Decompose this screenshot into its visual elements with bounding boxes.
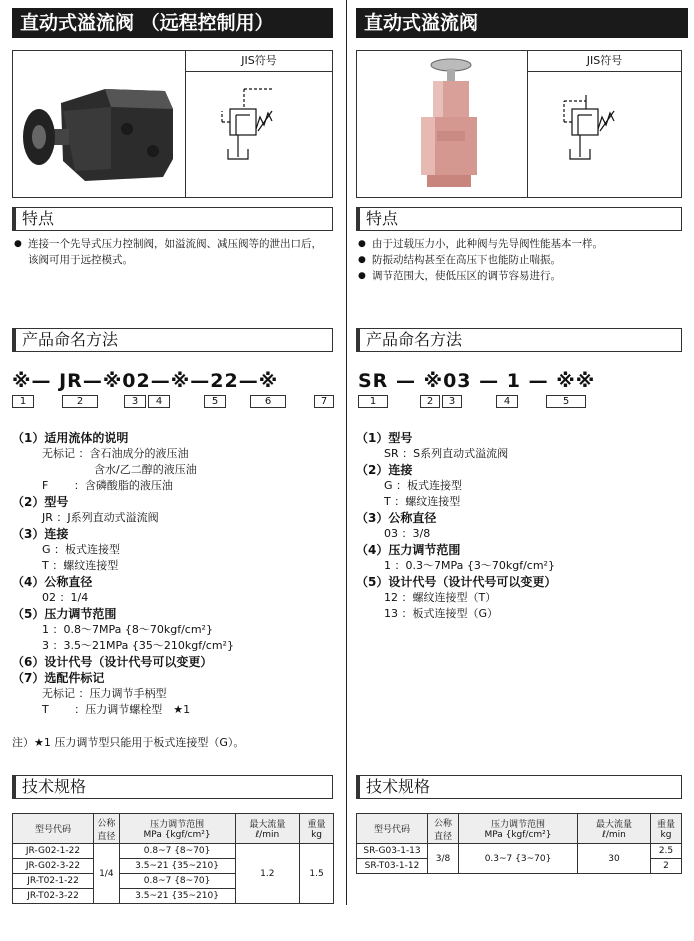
product-image-box: [356, 50, 682, 198]
table-row: JR-T02-1-22 0.8~7 {8~70}: [13, 874, 334, 889]
table-row: SR-T03-1-12 2: [357, 859, 682, 874]
legend-heading: （5）压力调节范围: [12, 607, 117, 621]
valve-photo: [357, 51, 527, 197]
relief-valve-symbol-icon: [556, 87, 646, 177]
features-heading: 特点: [356, 207, 682, 231]
table-header: 重量 kg: [651, 814, 682, 844]
jis-label: JIS符号: [186, 51, 332, 72]
jis-label: JIS符号: [528, 51, 681, 72]
valve-photo: [13, 51, 185, 197]
code-num-4: 4: [148, 395, 170, 408]
table-row: JR-T02-3-22 3.5~21 {35~210}: [13, 889, 334, 904]
legend-line: 1 ：0.8～7MPa {8～70kgf/cm²}: [42, 623, 213, 636]
naming-heading: 产品命名方法: [12, 328, 333, 352]
table-header: 公称 直径: [428, 814, 459, 844]
code-num-1: 1: [358, 395, 388, 408]
code-num-5: 5: [204, 395, 226, 408]
naming-heading: 产品命名方法: [356, 328, 682, 352]
relief-valve-symbol-icon: [214, 87, 304, 177]
legend-line: 含水/乙二醇的液压油: [94, 463, 197, 476]
product-image-box: [12, 50, 333, 198]
feature-item: ● 调节范围大，使低压区的调节容易进行。: [358, 268, 684, 284]
table-header: 型号代码: [357, 814, 428, 844]
column-divider: [346, 0, 347, 905]
spec-heading: 技术规格: [356, 775, 682, 799]
left-column: [0, 0, 345, 941]
feature-item: ● 连接一个先导式压力控制阀，如溢流阀、减压阀等的泄出口后，该阀可用于远控模式。: [14, 236, 330, 268]
page-title: 直动式溢流阀 （远程控制用）: [12, 8, 333, 38]
legend-heading: （1）型号: [356, 431, 413, 445]
features-list: [358, 236, 684, 284]
table-header: 型号代码: [13, 814, 94, 844]
footnote: 注）★1 压力调节型只能用于板式连接型（G）。: [12, 736, 245, 749]
legend-line: T ：螺纹连接型: [42, 559, 119, 572]
table-header: 最大流量 ℓ/min: [235, 814, 300, 844]
table-header: 最大流量 ℓ/min: [578, 814, 651, 844]
legend-line: 03 ：3/8: [384, 527, 431, 540]
features-heading: 特点: [12, 207, 333, 231]
legend-line: 无标记 ：含石油成分的液压油: [42, 447, 189, 460]
legend-heading: （3）连接: [12, 527, 69, 541]
legend-line: JR ：J系列直动式溢流阀: [42, 511, 159, 524]
legend-line: G ：板式连接型: [384, 479, 463, 492]
code-num-7: 7: [314, 395, 334, 408]
legend-heading: （4）压力调节范围: [356, 543, 461, 557]
code-num-5: 5: [546, 395, 586, 408]
legend-heading: （6）设计代号（设计代号可以变更）: [12, 655, 213, 669]
legend-line: G ：板式连接型: [42, 543, 121, 556]
table-header: 压力调节范围 MPa {kgf/cm²}: [459, 814, 578, 844]
page-title: 直动式溢流阀: [356, 8, 688, 38]
legend-heading: （2）连接: [356, 463, 413, 477]
jis-symbol-panel: [527, 51, 681, 197]
jis-symbol-panel: [185, 51, 332, 197]
code-num-1: 1: [12, 395, 34, 408]
code-num-2: 2: [62, 395, 98, 408]
legend-line: 13 ：板式连接型（G）: [384, 607, 499, 620]
legend-heading: （1）适用流体的说明: [12, 431, 129, 445]
model-code: ※— JR—※02—※—22—※: [12, 370, 279, 392]
right-column: [348, 0, 694, 941]
legend-line: 12 ：螺纹连接型（T）: [384, 591, 497, 604]
code-num-3: 3: [124, 395, 146, 408]
legend-line: 1 ：0.3～7MPa {3～70kgf/cm²}: [384, 559, 555, 572]
table-row: JR-G02-3-22 3.5~21 {35~210}: [13, 859, 334, 874]
legend-heading: （5）设计代号（设计代号可以变更）: [356, 575, 557, 589]
legend-line: 无标记 ：压力调节手柄型: [42, 687, 167, 700]
code-num-2: 2: [420, 395, 440, 408]
spec-table: [12, 813, 334, 904]
legend-heading: （3）公称直径: [356, 511, 437, 525]
legend-line: 02 ：1/4: [42, 591, 89, 604]
legend-heading: （7）选配件标记: [12, 671, 105, 685]
model-code: SR — ※03 — 1 — ※※: [358, 370, 596, 392]
table-row: SR-G03-1-13 3/8 0.3~7 {3~70} 30 2.5: [357, 844, 682, 859]
legend-line: 3 ：3.5～21MPa {35～210kgf/cm²}: [42, 639, 234, 652]
legend-line: SR ：S系列直动式溢流阀: [384, 447, 509, 460]
feature-item: ● 由于过载压力小，此种阀与先导阀性能基本一样。: [358, 236, 684, 252]
code-num-4: 4: [496, 395, 518, 408]
legend-heading: （4）公称直径: [12, 575, 93, 589]
spec-table: [356, 813, 682, 874]
table-row: JR-G02-1-22 1/4 0.8~7 {8~70} 1.2 1.5: [13, 844, 334, 859]
feature-item: ● 防振动结构甚至在高压下也能防止喘振。: [358, 252, 684, 268]
table-header: 重量 kg: [300, 814, 334, 844]
code-num-3: 3: [442, 395, 462, 408]
features-list: [14, 236, 330, 268]
table-header: 公称 直径: [94, 814, 120, 844]
code-num-6: 6: [250, 395, 286, 408]
legend-line: F ：含磷酸脂的液压油: [42, 479, 173, 492]
legend-heading: （2）型号: [12, 495, 69, 509]
legend-line: T ：压力调节螺栓型 ★1: [42, 703, 191, 716]
table-header: 压力调节范围 MPa {kgf/cm²}: [119, 814, 235, 844]
legend-line: T ：螺纹连接型: [384, 495, 461, 508]
spec-heading: 技术规格: [12, 775, 333, 799]
